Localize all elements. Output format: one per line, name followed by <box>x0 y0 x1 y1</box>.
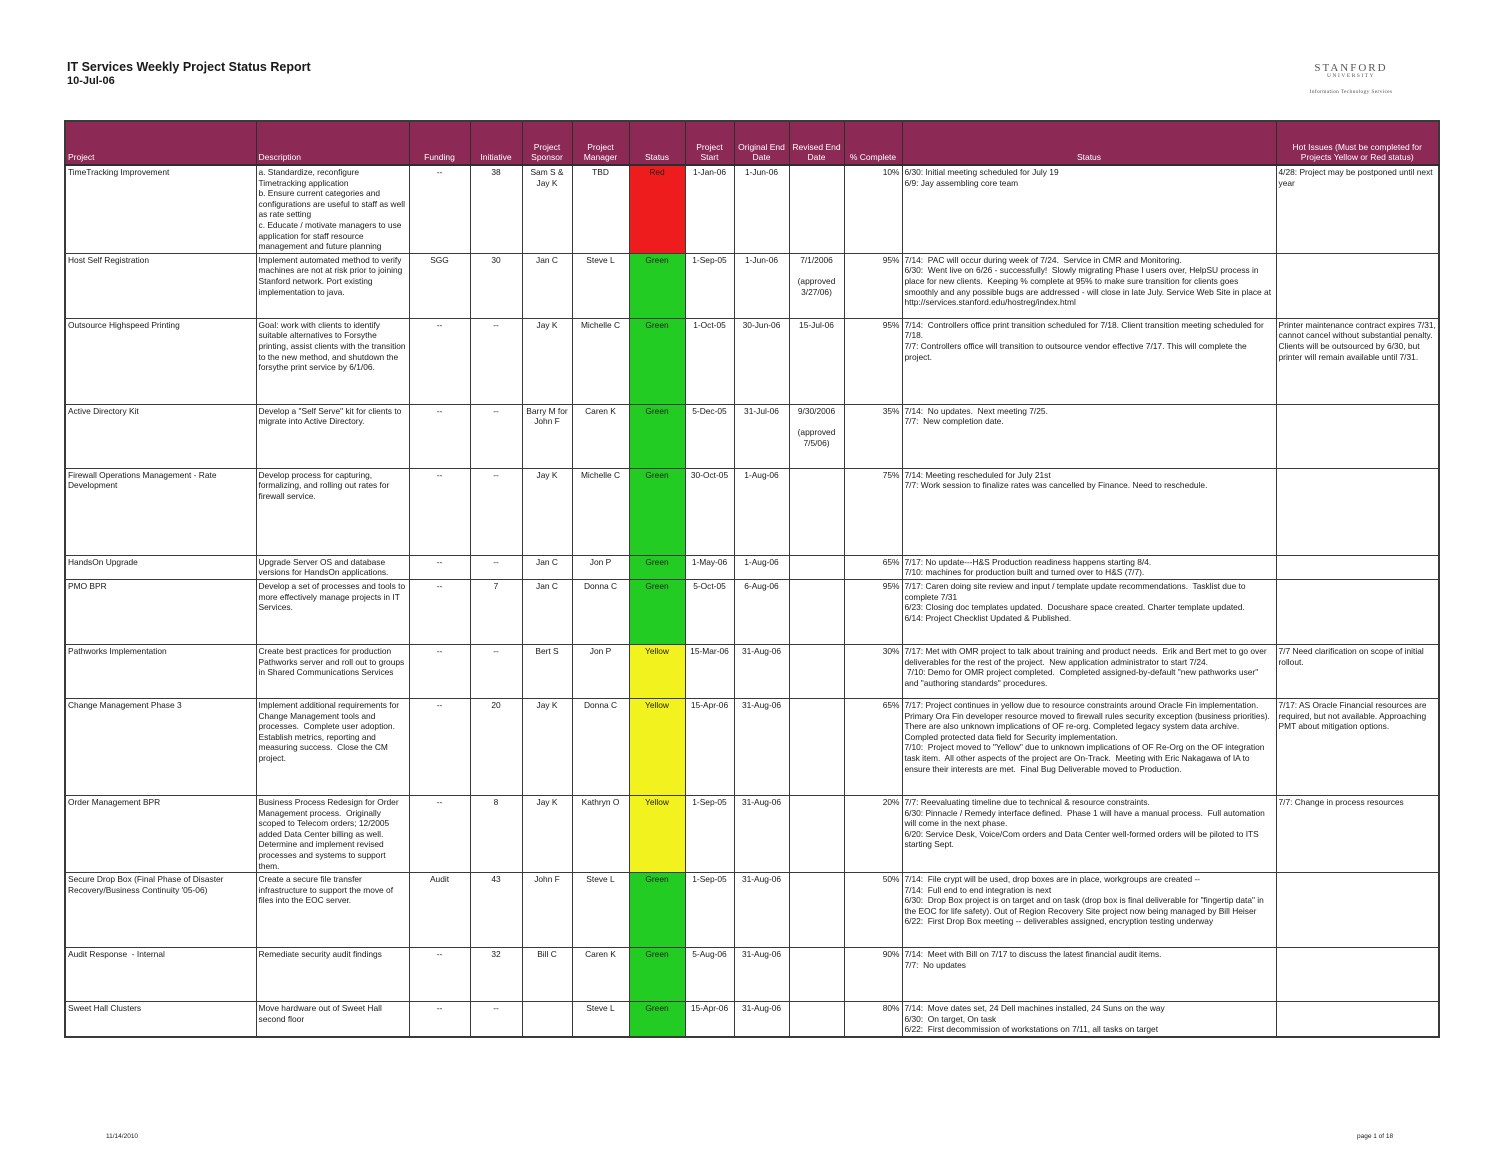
row-description: Business Process Redesign for Order Management process. Originally scoped to Telecom orders; 12/2005 added Data Center billing as well. Determine and implement revised processes and systems to support them. <box>256 795 409 872</box>
row-original-end-date: 31-Aug-06 <box>734 795 789 872</box>
stanford-logo <box>1296 62 1406 95</box>
project-status-table <box>64 120 1440 1038</box>
row-revised-end-date <box>789 795 844 872</box>
row-description: Implement additional requirements for Change Management tools and processes. Complete user adoption. Establish metrics, reporting and measuring success. Close the CM project. <box>256 698 409 795</box>
row-hot-issues <box>1276 555 1439 579</box>
row-status-indicator: Green <box>629 468 685 555</box>
row-start-date: 1-May-06 <box>685 555 734 579</box>
row-initiative: -- <box>470 468 522 555</box>
row-sponsor: Jay K <box>522 795 572 872</box>
row-status-indicator: Green <box>629 948 685 1002</box>
row-initiative: 43 <box>470 873 522 948</box>
row-status-notes: 7/17: Project continues in yellow due to resource constraints around Oracle Fin implementation. Primary Ora Fin developer resource moved to firewall rules security exception (business priorities). There are also unknown implications of OF re-org. Completed legacy system data archive. Compled protected data field for Security implementation. 7/10: Project moved to "Yellow" due to unknown implications of OF Re-Org on the OF integration task item. All other aspects of the project are On-Track. Meeting with Eric Nakagawa of IA to ensure their interests are met. Final Bug Deliverable moved to Production. <box>902 698 1276 795</box>
row-percent-complete: 20% <box>844 795 902 872</box>
row-sponsor: Barry M for John F <box>522 404 572 468</box>
row-revised-end-date <box>789 468 844 555</box>
row-project: Host Self Registration <box>65 253 256 318</box>
row-sponsor: Jan C <box>522 253 572 318</box>
row-manager: Michelle C <box>572 468 629 555</box>
row-percent-complete: 35% <box>844 404 902 468</box>
row-description: Remediate security audit findings <box>256 948 409 1002</box>
row-project: Audit Response - Internal <box>65 948 256 1002</box>
row-description: a. Standardize, reconfigure Timetracking application b. Ensure current categories and configurations are useful to staff as well as rate setting c. Educate / motivate managers to use application for staff resource management and future planning <box>256 165 409 253</box>
row-sponsor <box>522 1002 572 1037</box>
row-status-notes: 6/30: Initial meeting scheduled for July 19 6/9: Jay assembling core team <box>902 165 1276 253</box>
row-status-indicator: Green <box>629 873 685 948</box>
row-status-indicator: Green <box>629 318 685 404</box>
row-initiative: 32 <box>470 948 522 1002</box>
row-sponsor: Jay K <box>522 698 572 795</box>
row-original-end-date: 31-Aug-06 <box>734 698 789 795</box>
row-revised-end-date <box>789 579 844 644</box>
table-row <box>65 644 1439 698</box>
row-project: Outsource Highspeed Printing <box>65 318 256 404</box>
row-funding: -- <box>409 579 470 644</box>
row-status-indicator: Green <box>629 253 685 318</box>
row-manager: Donna C <box>572 698 629 795</box>
row-percent-complete: 95% <box>844 579 902 644</box>
row-sponsor: Sam S & Jay K <box>522 165 572 253</box>
col-status: Status <box>629 121 685 165</box>
col-status-text: Status <box>902 121 1276 165</box>
row-hot-issues <box>1276 404 1439 468</box>
row-original-end-date: 31-Aug-06 <box>734 948 789 1002</box>
row-initiative: -- <box>470 555 522 579</box>
row-project: Change Management Phase 3 <box>65 698 256 795</box>
col-revised-end: Revised End Date <box>789 121 844 165</box>
table-row <box>65 253 1439 318</box>
row-hot-issues <box>1276 579 1439 644</box>
row-initiative: 8 <box>470 795 522 872</box>
row-hot-issues: 7/17: AS Oracle Financial resources are required, but not available. Approaching PMT about mitigation options. <box>1276 698 1439 795</box>
row-status-indicator: Green <box>629 404 685 468</box>
row-initiative: 20 <box>470 698 522 795</box>
row-start-date: 15-Mar-06 <box>685 644 734 698</box>
row-funding: -- <box>409 404 470 468</box>
col-complete: % Complete <box>844 121 902 165</box>
row-start-date: 5-Aug-06 <box>685 948 734 1002</box>
row-description: Goal: work with clients to identify suitable alternatives to Forsythe printing, assist clients with the transition to the new method, and shutdown the forsythe print service by 6/1/06. <box>256 318 409 404</box>
row-revised-end-date <box>789 698 844 795</box>
row-revised-end-date <box>789 948 844 1002</box>
row-project: Secure Drop Box (Final Phase of Disaster Recovery/Business Continuity '05-06) <box>65 873 256 948</box>
row-project: PMO BPR <box>65 579 256 644</box>
row-status-indicator: Yellow <box>629 795 685 872</box>
col-project: Project <box>65 121 256 165</box>
row-initiative: 30 <box>470 253 522 318</box>
row-original-end-date: 1-Jun-06 <box>734 253 789 318</box>
col-orig-end: Original End Date <box>734 121 789 165</box>
row-status-notes: 7/14: Meeting rescheduled for July 21st 7/7: Work session to finalize rates was cancelled by Finance. Need to reschedule. <box>902 468 1276 555</box>
table-row <box>65 165 1439 253</box>
col-funding: Funding <box>409 121 470 165</box>
row-description: Move hardware out of Sweet Hall second floor <box>256 1002 409 1037</box>
row-description: Develop a set of processes and tools to more effectively manage projects in IT Services. <box>256 579 409 644</box>
row-status-notes: 7/17: Met with OMR project to talk about training and product needs. Erik and Bert met to go over deliverables for the rest of the project. New application administrator to start 7/24. 7/10: Demo for OMR project completed. Completed assigned-by-default "new pathworks user" and "authoring standards" procedures. <box>902 644 1276 698</box>
row-funding: -- <box>409 555 470 579</box>
row-project: TimeTracking Improvement <box>65 165 256 253</box>
row-revised-end-date <box>789 555 844 579</box>
row-original-end-date: 1-Jun-06 <box>734 165 789 253</box>
row-project: Pathworks Implementation <box>65 644 256 698</box>
row-original-end-date: 31-Aug-06 <box>734 1002 789 1037</box>
row-manager: Steve L <box>572 873 629 948</box>
row-description: Create best practices for production Pathworks server and roll out to groups in Shared Communications Services <box>256 644 409 698</box>
row-revised-end-date <box>789 1002 844 1037</box>
row-hot-issues <box>1276 253 1439 318</box>
row-status-notes: 7/17: Caren doing site review and input / template update recommendations. Tasklist due to complete 7/31 6/23: Closing doc templates updated. Docushare space created. Charter template updated. 6/14: Project Checklist Updated & Published. <box>902 579 1276 644</box>
row-original-end-date: 31-Jul-06 <box>734 404 789 468</box>
row-funding: -- <box>409 948 470 1002</box>
row-revised-end-date: 9/30/2006 (approved 7/5/06) <box>789 404 844 468</box>
col-manager: Project Manager <box>572 121 629 165</box>
row-hot-issues <box>1276 468 1439 555</box>
row-revised-end-date: 7/1/2006 (approved 3/27/06) <box>789 253 844 318</box>
row-percent-complete: 65% <box>844 698 902 795</box>
row-description: Implement automated method to verify machines are not at risk prior to joining Stanford network. Port existing implementation to java. <box>256 253 409 318</box>
row-percent-complete: 90% <box>844 948 902 1002</box>
row-revised-end-date <box>789 165 844 253</box>
row-original-end-date: 6-Aug-06 <box>734 579 789 644</box>
row-percent-complete: 65% <box>844 555 902 579</box>
row-original-end-date: 30-Jun-06 <box>734 318 789 404</box>
row-sponsor: Bert S <box>522 644 572 698</box>
row-description: Develop process for capturing, formalizing, and rolling out rates for firewall service. <box>256 468 409 555</box>
logo-line-2: UNIVERSITY <box>1327 73 1375 79</box>
row-status-notes: 7/14: Controllers office print transition scheduled for 7/18. Client transition meeting scheduled for 7/18. 7/7: Controllers office will transition to outsource vendor effective 7/17. This will complete the project. <box>902 318 1276 404</box>
row-funding: Audit <box>409 873 470 948</box>
row-hot-issues: 7/7 Need clarification on scope of initial rollout. <box>1276 644 1439 698</box>
row-manager: Steve L <box>572 1002 629 1037</box>
row-initiative: -- <box>470 1002 522 1037</box>
row-revised-end-date <box>789 873 844 948</box>
report-date: 10-Jul-06 <box>67 75 115 87</box>
row-sponsor: John F <box>522 873 572 948</box>
logo-line-3: Information Technology Services <box>1309 89 1393 95</box>
row-funding: -- <box>409 1002 470 1037</box>
row-start-date: 1-Jan-06 <box>685 165 734 253</box>
row-project: HandsOn Upgrade <box>65 555 256 579</box>
row-status-notes: 7/14: No updates. Next meeting 7/25. 7/7: New completion date. <box>902 404 1276 468</box>
row-start-date: 1-Sep-05 <box>685 253 734 318</box>
row-status-notes: 7/17: No update---H&S Production readiness happens starting 8/4. 7/10: machines for production built and turned over to H&S (7/7). <box>902 555 1276 579</box>
table-row <box>65 404 1439 468</box>
row-original-end-date: 1-Aug-06 <box>734 468 789 555</box>
row-percent-complete: 75% <box>844 468 902 555</box>
row-funding: -- <box>409 698 470 795</box>
row-status-notes: 7/14: File crypt will be used, drop boxes are in place, workgroups are created -- 7/14: Full end to end integration is next 6/30: Drop Box project is on target and on task (drop box is final deliverable for "fingertip data" in the EOC for life safety). Out of Region Recovery Site project now being managed by Bill Heiser 6/22: First Drop Box meeting -- deliverables assigned, encryption testing underway <box>902 873 1276 948</box>
row-funding: -- <box>409 795 470 872</box>
row-initiative: -- <box>470 318 522 404</box>
row-project: Active Directory Kit <box>65 404 256 468</box>
table-row <box>65 468 1439 555</box>
row-funding: SGG <box>409 253 470 318</box>
table-row <box>65 698 1439 795</box>
row-status-indicator: Green <box>629 1002 685 1037</box>
row-hot-issues <box>1276 948 1439 1002</box>
row-status-notes: 7/14: PAC will occur during week of 7/24. Service in CMR and Monitoring. 6/30: Went live on 6/26 - successfully! Slowly migrating Phase I users over, HelpSU process in place for new clients. Keeping % complete at 95% to make sure transition for clients goes smoothly and any possible bugs are addressed - will close in late July. Service Web Site in place at http://services.stanford.edu/hostreg/index.html <box>902 253 1276 318</box>
row-original-end-date: 31-Aug-06 <box>734 873 789 948</box>
row-hot-issues: 7/7: Change in process resources <box>1276 795 1439 872</box>
row-manager: Jon P <box>572 644 629 698</box>
row-description: Upgrade Server OS and database versions for HandsOn applications. <box>256 555 409 579</box>
row-percent-complete: 80% <box>844 1002 902 1037</box>
row-hot-issues: Printer maintenance contract expires 7/31, cannot cancel without substantial penalty. Clients will be outsourced by 6/30, but printer will remain available until 7/31. <box>1276 318 1439 404</box>
row-manager: TBD <box>572 165 629 253</box>
row-start-date: 1-Sep-05 <box>685 873 734 948</box>
row-original-end-date: 1-Aug-06 <box>734 555 789 579</box>
table-row <box>65 318 1439 404</box>
row-original-end-date: 31-Aug-06 <box>734 644 789 698</box>
row-funding: -- <box>409 318 470 404</box>
col-initiative: Initiative <box>470 121 522 165</box>
logo-line-1: STANFORD <box>1314 62 1388 74</box>
row-project: Order Management BPR <box>65 795 256 872</box>
row-percent-complete: 95% <box>844 253 902 318</box>
col-start: Project Start <box>685 121 734 165</box>
row-start-date: 1-Oct-05 <box>685 318 734 404</box>
row-status-notes: 7/14: Move dates set, 24 Dell machines installed, 24 Suns on the way 6/30: On target, On task 6/22: First decommission of workstations on 7/11, all tasks on target <box>902 1002 1276 1037</box>
row-funding: -- <box>409 468 470 555</box>
row-status-indicator: Green <box>629 555 685 579</box>
row-description: Develop a "Self Serve" kit for clients to migrate into Active Directory. <box>256 404 409 468</box>
row-status-notes: 7/14: Meet with Bill on 7/17 to discuss the latest financial audit items. 7/7: No updates <box>902 948 1276 1002</box>
row-percent-complete: 10% <box>844 165 902 253</box>
row-start-date: 5-Oct-05 <box>685 579 734 644</box>
col-hot-issues: Hot Issues (Must be completed for Projects Yellow or Red status) <box>1276 121 1439 165</box>
row-manager: Steve L <box>572 253 629 318</box>
row-initiative: 38 <box>470 165 522 253</box>
row-manager: Caren K <box>572 404 629 468</box>
row-manager: Donna C <box>572 579 629 644</box>
row-hot-issues: 4/28: Project may be postponed until next year <box>1276 165 1439 253</box>
table-header-row <box>65 121 1439 165</box>
row-status-indicator: Green <box>629 579 685 644</box>
report-title: IT Services Weekly Project Status Report <box>67 60 311 74</box>
row-manager: Michelle C <box>572 318 629 404</box>
table-row <box>65 873 1439 948</box>
row-manager: Jon P <box>572 555 629 579</box>
table-row <box>65 795 1439 872</box>
row-percent-complete: 50% <box>844 873 902 948</box>
row-sponsor: Jan C <box>522 555 572 579</box>
table-row <box>65 1002 1439 1037</box>
row-status-notes: 7/7: Reevaluating timeline due to technical & resource constraints. 6/30: Pinnacle / Remedy interface defined. Phase 1 will have a manual process. Full automation will come in the next phase. 6/20: Service Desk, Voice/Com orders and Data Center well-formed orders will be piloted to ITS starting Sept. <box>902 795 1276 872</box>
row-start-date: 30-Oct-05 <box>685 468 734 555</box>
row-sponsor: Jan C <box>522 579 572 644</box>
row-manager: Kathryn O <box>572 795 629 872</box>
row-start-date: 5-Dec-05 <box>685 404 734 468</box>
row-sponsor: Jay K <box>522 318 572 404</box>
row-percent-complete: 95% <box>844 318 902 404</box>
row-start-date: 1-Sep-05 <box>685 795 734 872</box>
row-description: Create a secure file transfer infrastructure to support the move of files into the EOC server. <box>256 873 409 948</box>
row-start-date: 15-Apr-06 <box>685 1002 734 1037</box>
row-start-date: 15-Apr-06 <box>685 698 734 795</box>
row-initiative: 7 <box>470 579 522 644</box>
col-sponsor: Project Sponsor <box>522 121 572 165</box>
row-sponsor: Jay K <box>522 468 572 555</box>
row-percent-complete: 30% <box>844 644 902 698</box>
footer-page-number: page 1 of 18 <box>1357 1133 1394 1140</box>
row-funding: -- <box>409 165 470 253</box>
row-status-indicator: Yellow <box>629 698 685 795</box>
row-funding: -- <box>409 644 470 698</box>
row-status-indicator: Yellow <box>629 644 685 698</box>
row-revised-end-date <box>789 644 844 698</box>
row-project: Firewall Operations Management - Rate Development <box>65 468 256 555</box>
row-revised-end-date: 15-Jul-06 <box>789 318 844 404</box>
table-row <box>65 948 1439 1002</box>
row-manager: Caren K <box>572 948 629 1002</box>
row-initiative: -- <box>470 644 522 698</box>
row-project: Sweet Hall Clusters <box>65 1002 256 1037</box>
table-row <box>65 579 1439 644</box>
row-hot-issues <box>1276 873 1439 948</box>
row-hot-issues <box>1276 1002 1439 1037</box>
row-status-indicator: Red <box>629 165 685 253</box>
col-description: Description <box>256 121 409 165</box>
row-sponsor: Bill C <box>522 948 572 1002</box>
footer-date: 11/14/2010 <box>106 1133 139 1140</box>
table-row <box>65 555 1439 579</box>
row-initiative: -- <box>470 404 522 468</box>
